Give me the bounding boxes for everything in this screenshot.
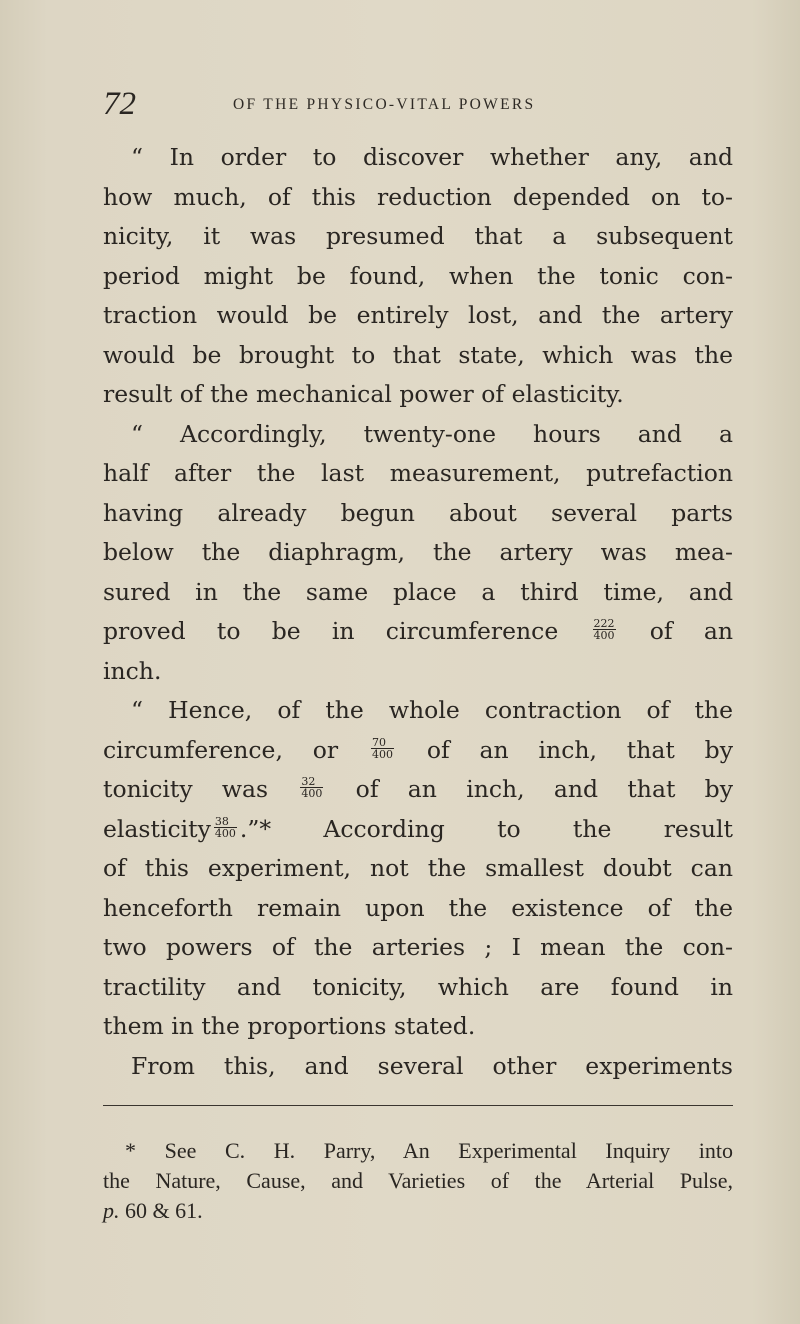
text-segment: of an [649, 617, 733, 645]
text-line: two powers of the arteries ; I mean the con- [103, 933, 733, 961]
fraction-denominator: 400 [214, 826, 236, 840]
fraction-denominator: 400 [301, 787, 323, 800]
text-line [103, 774, 733, 804]
fraction-32-400 [300, 776, 323, 799]
text-line: would be brought to that state, which was the [103, 340, 733, 369]
fraction-denominator: 400 [372, 747, 393, 761]
text-line: period might be found, when the tonic con- [103, 261, 733, 290]
text-line [103, 814, 733, 844]
text-line: tractility and tonicity, which are found in [103, 972, 733, 1001]
footnote-line [103, 1196, 733, 1226]
footnote-pages: 60 & 61. [119, 1198, 203, 1223]
text-line: “ Accordingly, twenty-one hours and a [131, 419, 733, 448]
text-line: them in the proportions stated. [103, 1012, 476, 1040]
text-line: below the diaphragm, the artery was mea- [103, 538, 733, 566]
text-line: of this experiment, not the smallest doubt can [103, 854, 733, 882]
text-line: nicity, it was presumed that a subsequent [103, 222, 733, 250]
page-header [103, 86, 733, 126]
fraction-222-400 [593, 618, 616, 641]
text-segment: tonicity was [103, 775, 269, 803]
text-line [103, 616, 733, 646]
text-line: sured in the same place a third time, and [103, 577, 733, 606]
text-line: traction would be entirely lost, and the artery [103, 301, 733, 329]
text-segment: circumference, or [103, 735, 339, 764]
text-segment: .”* According to the result [239, 814, 733, 843]
text-line [103, 735, 733, 765]
fraction-denominator: 400 [593, 629, 615, 642]
text-segment: of an inch, that by [426, 735, 733, 764]
page-abbrev: p. [103, 1198, 120, 1223]
fraction-38-400 [214, 816, 237, 839]
text-segment: of an inch, and that by [355, 775, 733, 803]
text-line: inch. [103, 656, 162, 685]
text-line: half after the last measurement, putrefaction [103, 459, 733, 487]
fraction-numerator: 32 [300, 776, 323, 788]
page-number: 72 [103, 86, 136, 122]
text-line: how much, of this reduction depended on to- [103, 182, 733, 211]
fraction-70-400 [371, 737, 394, 760]
text-segment: proved to be in circumference [103, 617, 559, 645]
fraction-numerator: 38 [214, 816, 237, 828]
running-title: OF THE PHYSICO-VITAL POWERS [233, 96, 536, 113]
fraction-numerator: 222 [593, 617, 615, 630]
text-segment: elasticity [103, 814, 211, 843]
footnote-line: * See C. H. Parry, An Experimental Inquiry into [125, 1138, 733, 1163]
fraction-numerator: 70 [371, 737, 394, 749]
text-line: “ Hence, of the whole contraction of the [131, 696, 733, 724]
text-line: henceforth remain upon the existence of the [103, 893, 733, 922]
text-line: result of the mechanical power of elasticity. [103, 380, 624, 408]
footnote-rule [103, 1105, 733, 1106]
text-line: “ In order to discover whether any, and [131, 143, 733, 171]
footnote-line: the Nature, Cause, and Varieties of the Arterial Pulse, [103, 1168, 733, 1193]
text-line: having already begun about several parts [103, 498, 733, 527]
text-line: From this, and several other experiments [131, 1051, 733, 1080]
